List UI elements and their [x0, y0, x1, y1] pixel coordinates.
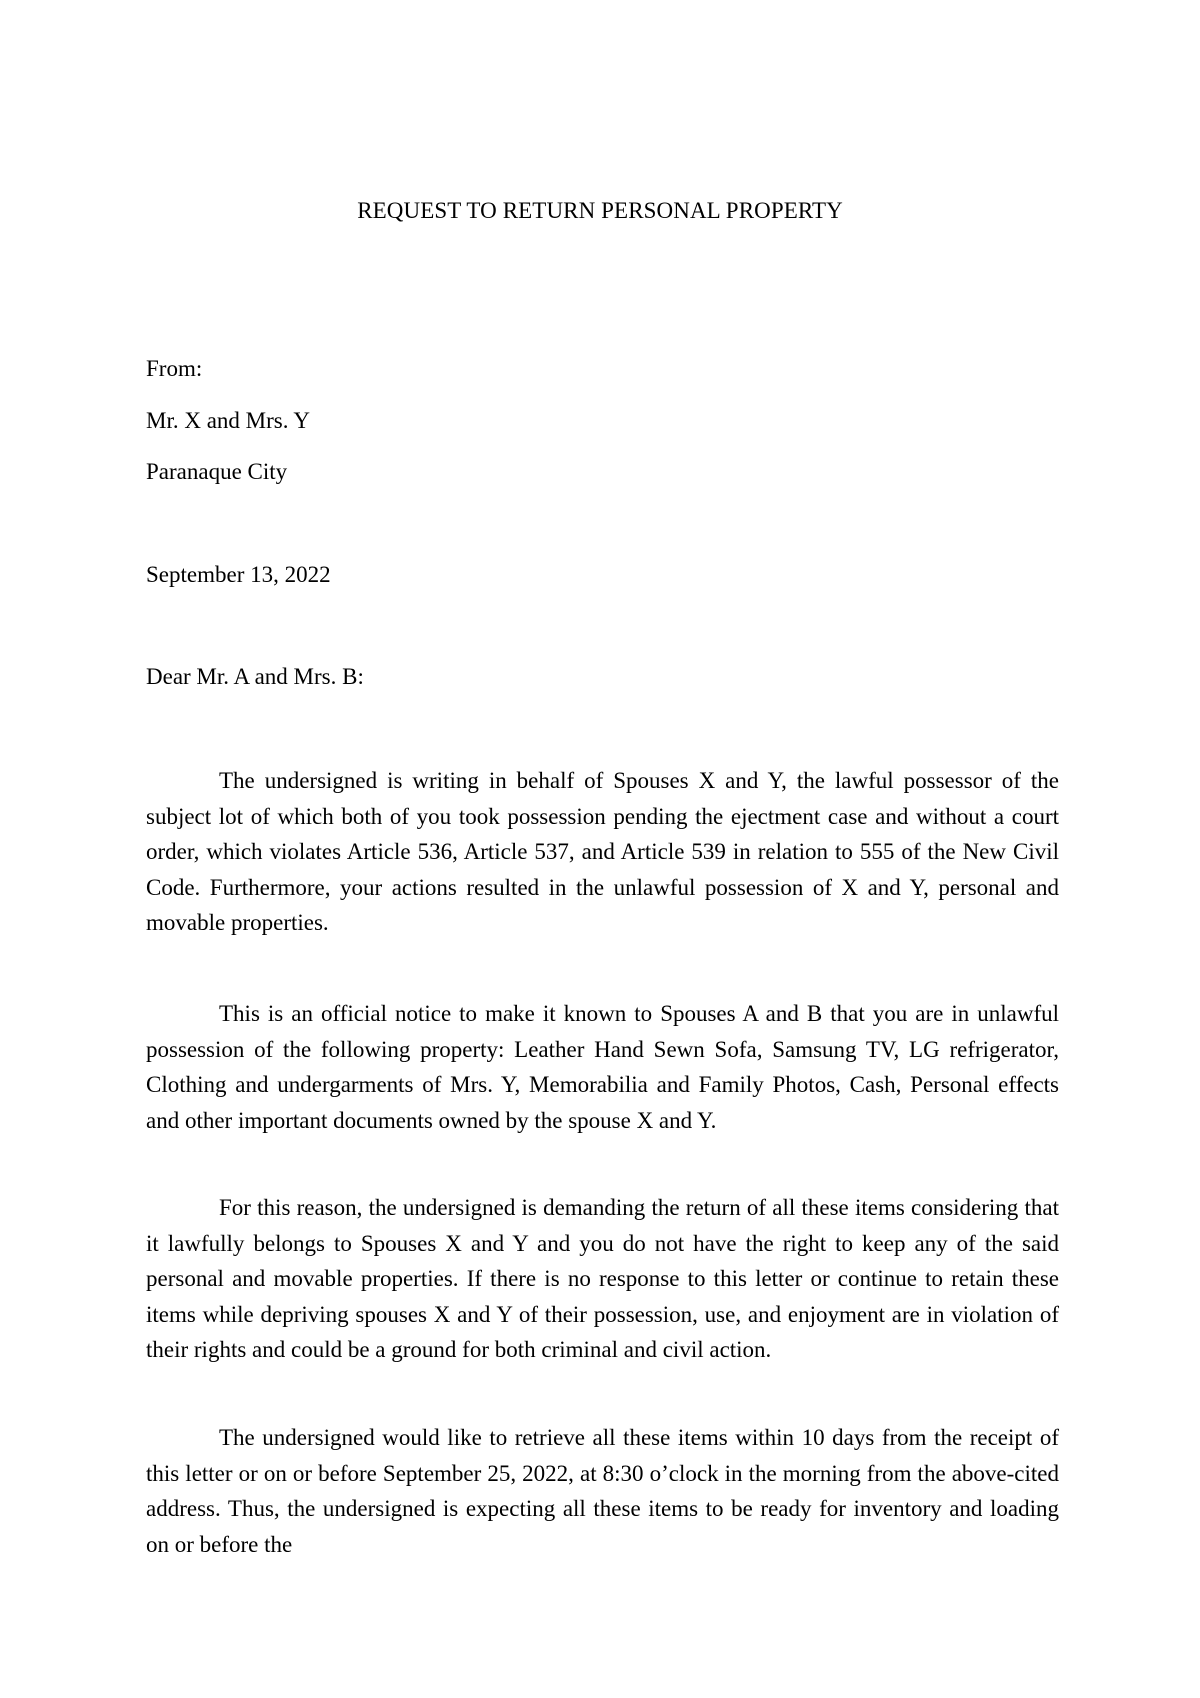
sender-names: Mr. X and Mrs. Y — [146, 408, 310, 433]
body-paragraph-text: The undersigned is writing in behalf of Spouses X and Y, the lawful possessor of the subject lot of which both of you took possession pending the ejectment case and without a court order, which violates Article 536, Article 537, and Article 539 in relation to 555 of the New Civil Code. Furthermore, your actions resulted in the unlawful possession of X and Y, personal and movable properties. — [146, 768, 1059, 936]
body-paragraph-4 — [146, 1420, 1059, 1562]
body-paragraph-3 — [146, 1190, 1059, 1368]
body-paragraph-2 — [146, 996, 1059, 1138]
document-title: REQUEST TO RETURN PERSONAL PROPERTY — [357, 198, 843, 223]
body-paragraph-text: This is an official notice to make it known to Spouses A and B that you are in unlawful possession of the following property: Leather Hand Sewn Sofa, Samsung TV, LG refrigerator, Clothing and undergarments of Mrs. Y, Memorabilia and Family Photos, Cash, Personal effects and other important documents owned by the spouse X and Y. — [146, 1001, 1059, 1133]
salutation: Dear Mr. A and Mrs. B: — [146, 664, 364, 689]
body-paragraph-text: The undersigned would like to retrieve all these items within 10 days from the receipt of this letter or on or before September 25, 2022, at 8:30 o’clock in the morning from the above-cited address. Thus, the undersigned is expecting all these items to be ready for inventory and loading on or before the — [146, 1425, 1059, 1557]
body-paragraph-text: For this reason, the undersigned is demanding the return of all these items considering that it lawfully belongs to Spouses X and Y and you do not have the right to keep any of the said personal and movable properties. If there is no response to this letter or continue to retain these items while depriving spouses X and Y of their possession, use, and enjoyment are in violation of their rights and could be a ground for both criminal and civil action. — [146, 1195, 1059, 1363]
sender-city: Paranaque City — [146, 459, 288, 484]
from-label: From: — [146, 356, 203, 381]
body-paragraph-1 — [146, 763, 1059, 941]
letter-date: September 13, 2022 — [146, 562, 331, 587]
